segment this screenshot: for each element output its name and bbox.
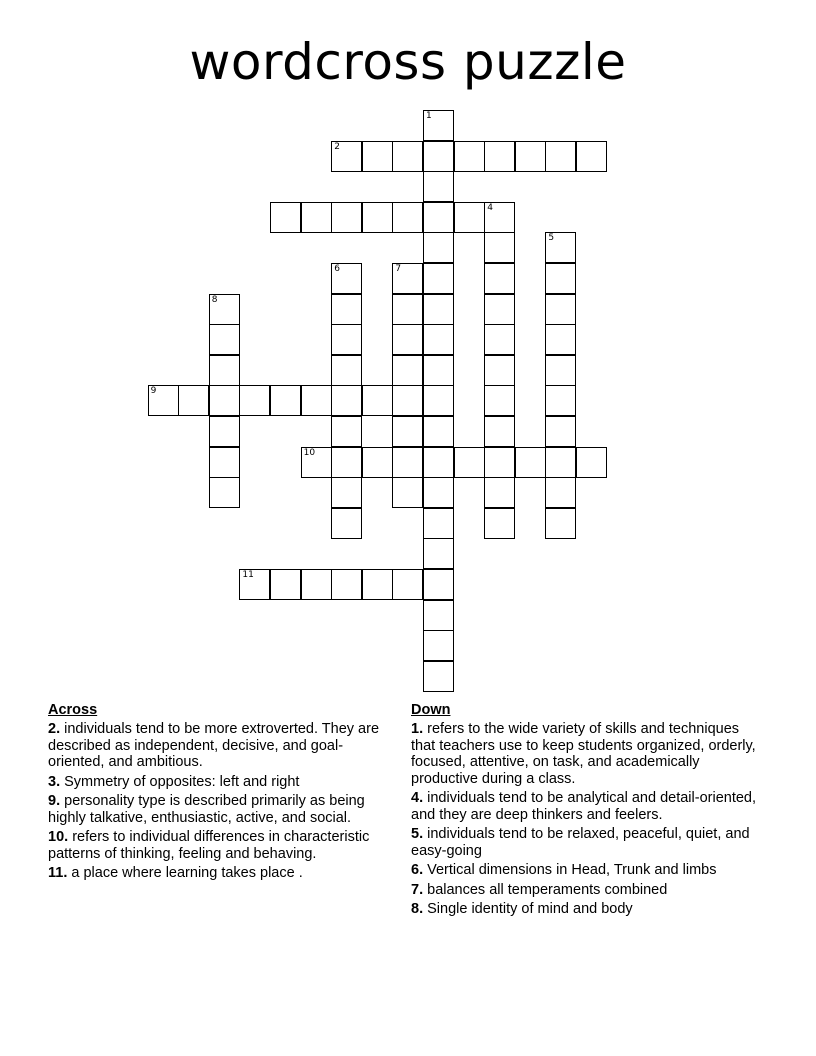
grid-cell[interactable] <box>484 416 515 447</box>
clue-number: 11 <box>242 570 254 580</box>
grid-cell[interactable] <box>392 202 423 233</box>
clue-num: 8. <box>411 901 424 917</box>
grid-cell[interactable] <box>362 202 393 233</box>
grid-cell[interactable] <box>484 508 515 539</box>
grid-cell[interactable] <box>209 355 240 386</box>
across-clue <box>48 774 393 791</box>
grid-cell[interactable] <box>331 477 362 508</box>
grid-cell[interactable] <box>545 263 576 294</box>
clue-text: Symmetry of opposites: left and right <box>64 773 300 790</box>
grid-cell[interactable] <box>423 202 454 233</box>
grid-cell[interactable] <box>454 141 485 172</box>
grid-cell[interactable] <box>331 202 362 233</box>
grid-cell[interactable] <box>423 263 454 294</box>
clue-text: individuals tend to be more extroverted. They are described as independent, decisive, and goal-oriented, and ambitious. <box>48 721 380 770</box>
grid-cell[interactable] <box>270 202 301 233</box>
grid-cell[interactable] <box>423 661 454 692</box>
grid-cell[interactable] <box>545 141 576 172</box>
grid-cell[interactable] <box>515 447 546 478</box>
grid-cell[interactable] <box>331 508 362 539</box>
grid-cell[interactable] <box>484 447 515 478</box>
down-clue <box>411 790 761 823</box>
grid-cell[interactable] <box>423 538 454 569</box>
grid-cell[interactable] <box>484 355 515 386</box>
grid-cell[interactable] <box>392 447 423 478</box>
clue-num: 1. <box>411 721 424 737</box>
grid-cell[interactable] <box>576 141 607 172</box>
clue-text: refers to individual differences in characteristic patterns of thinking, feeling and behaving. <box>48 829 370 862</box>
grid-cell[interactable] <box>239 569 270 600</box>
grid-cell[interactable] <box>362 385 393 416</box>
grid-cell[interactable] <box>362 447 393 478</box>
grid-cell[interactable] <box>392 263 423 294</box>
clue-num: 6. <box>411 862 424 878</box>
grid-cell[interactable] <box>423 600 454 631</box>
grid-cell[interactable] <box>545 385 576 416</box>
across-clue <box>48 865 393 882</box>
across-heading: Across <box>48 702 98 718</box>
grid-cell[interactable] <box>301 202 332 233</box>
grid-cell[interactable] <box>545 477 576 508</box>
grid-cell[interactable] <box>239 385 270 416</box>
grid-cell[interactable] <box>545 324 576 355</box>
clue-text: a place where learning takes place . <box>71 865 303 881</box>
grid-cell[interactable] <box>209 477 240 508</box>
grid-cell[interactable] <box>515 141 546 172</box>
down-clue <box>411 862 761 879</box>
grid-cell[interactable] <box>545 508 576 539</box>
grid-cell[interactable] <box>209 294 240 325</box>
down-clue <box>411 826 761 859</box>
grid-cell[interactable] <box>484 385 515 416</box>
clue-num: 5. <box>411 826 424 842</box>
down-clue <box>411 901 761 918</box>
down-heading: Down <box>411 702 451 718</box>
grid-cell[interactable] <box>423 508 454 539</box>
grid-cell[interactable] <box>423 355 454 386</box>
grid-cell[interactable] <box>576 447 607 478</box>
grid-cell[interactable] <box>331 324 362 355</box>
grid-cell[interactable] <box>484 324 515 355</box>
page-title: wordcross puzzle <box>189 33 627 91</box>
grid-cell[interactable] <box>545 355 576 386</box>
grid-cell[interactable] <box>331 569 362 600</box>
grid-cell[interactable] <box>423 477 454 508</box>
grid-cell[interactable] <box>209 447 240 478</box>
grid-cell[interactable] <box>423 171 454 202</box>
clue-number: 2 <box>334 141 340 152</box>
grid-cell[interactable] <box>209 324 240 355</box>
grid-cell[interactable] <box>392 416 423 447</box>
grid-cell[interactable] <box>484 141 515 172</box>
across-clue-list <box>48 721 393 882</box>
grid-cell[interactable] <box>484 202 515 233</box>
clue-text: personality type is described primarily as being highly talkative, enthusiastic, active, and social. <box>48 793 365 826</box>
grid-cell[interactable] <box>392 294 423 325</box>
grid-cell[interactable] <box>423 630 454 661</box>
clue-text: individuals tend to be relaxed, peaceful, quiet, and easy-going <box>411 826 750 859</box>
clue-num: 9. <box>48 793 61 809</box>
grid-cell[interactable] <box>392 569 423 600</box>
grid-cell[interactable] <box>178 385 209 416</box>
across-clues <box>48 702 393 885</box>
grid-cell[interactable] <box>392 477 423 508</box>
grid-cell[interactable] <box>423 232 454 263</box>
grid-cell[interactable] <box>423 324 454 355</box>
clue-text: individuals tend to be analytical and detail-oriented, and they are deep thinkers and feelers. <box>411 790 757 823</box>
clue-num: 11. <box>48 865 68 881</box>
grid-cell[interactable] <box>331 447 362 478</box>
down-clue-list <box>411 721 761 918</box>
grid-cell[interactable] <box>423 569 454 600</box>
grid-cell[interactable] <box>392 385 423 416</box>
grid-cell[interactable] <box>545 416 576 447</box>
clue-text: Single identity of mind and body <box>427 901 633 917</box>
grid-cell[interactable] <box>423 294 454 325</box>
down-clues <box>411 702 761 921</box>
clue-number: 9 <box>150 386 157 397</box>
clue-number: 1 <box>426 111 432 121</box>
grid-cell[interactable] <box>484 263 515 294</box>
grid-cell[interactable] <box>545 232 576 263</box>
grid-cell[interactable] <box>454 202 485 233</box>
clue-num: 4. <box>411 790 424 806</box>
grid-cell[interactable] <box>484 294 515 325</box>
clue-num: 2. <box>48 721 61 737</box>
grid-cell[interactable] <box>392 324 423 355</box>
grid-cell[interactable] <box>423 141 454 172</box>
grid-cell[interactable] <box>545 447 576 478</box>
grid-cell[interactable] <box>209 416 240 447</box>
grid-cell[interactable] <box>331 355 362 386</box>
grid-cell[interactable] <box>270 569 301 600</box>
clue-number: 8 <box>211 294 218 305</box>
clue-number: 10 <box>303 447 316 458</box>
grid-cell[interactable] <box>423 447 454 478</box>
across-clue <box>48 793 393 826</box>
grid-cell[interactable] <box>148 385 179 416</box>
clue-num: 3. <box>48 773 61 790</box>
grid-cell[interactable] <box>362 569 393 600</box>
clue-number: 7 <box>395 264 402 274</box>
grid-cell[interactable] <box>331 141 362 172</box>
grid-cell[interactable] <box>270 385 301 416</box>
grid-cell[interactable] <box>423 110 454 141</box>
clue-number: 5 <box>548 233 555 244</box>
grid-cell[interactable] <box>423 416 454 447</box>
clue-text: refers to the wide variety of skills and techniques that teachers use to keep students organized, orderly, focused, attentive, on task, and academically productive during a class. <box>411 721 756 787</box>
grid-cell[interactable] <box>209 385 240 416</box>
across-clue <box>48 829 393 862</box>
grid-cell[interactable] <box>331 263 362 294</box>
clue-number: 4 <box>487 202 493 213</box>
clue-num: 7. <box>411 881 424 898</box>
grid-cell[interactable] <box>484 232 515 263</box>
grid-cell[interactable] <box>301 385 332 416</box>
grid-cell[interactable] <box>301 447 332 478</box>
grid-cell[interactable] <box>331 294 362 325</box>
grid-cell[interactable] <box>454 447 485 478</box>
across-clue <box>48 721 393 771</box>
grid-cell[interactable] <box>392 141 423 172</box>
grid-cell[interactable] <box>545 294 576 325</box>
clue-text: balances all temperaments combined <box>427 881 668 898</box>
clue-number: 6 <box>334 264 340 274</box>
grid-cell[interactable] <box>331 385 362 416</box>
grid-cell[interactable] <box>392 355 423 386</box>
grid-cell[interactable] <box>331 416 362 447</box>
grid-cell[interactable] <box>423 385 454 416</box>
down-clue <box>411 882 761 899</box>
grid-cell[interactable] <box>301 569 332 600</box>
grid-cell[interactable] <box>484 477 515 508</box>
grid-cell[interactable] <box>362 141 393 172</box>
down-clue <box>411 721 761 787</box>
clue-num: 10. <box>48 829 69 845</box>
clue-text: Vertical dimensions in Head, Trunk and limbs <box>427 862 717 878</box>
